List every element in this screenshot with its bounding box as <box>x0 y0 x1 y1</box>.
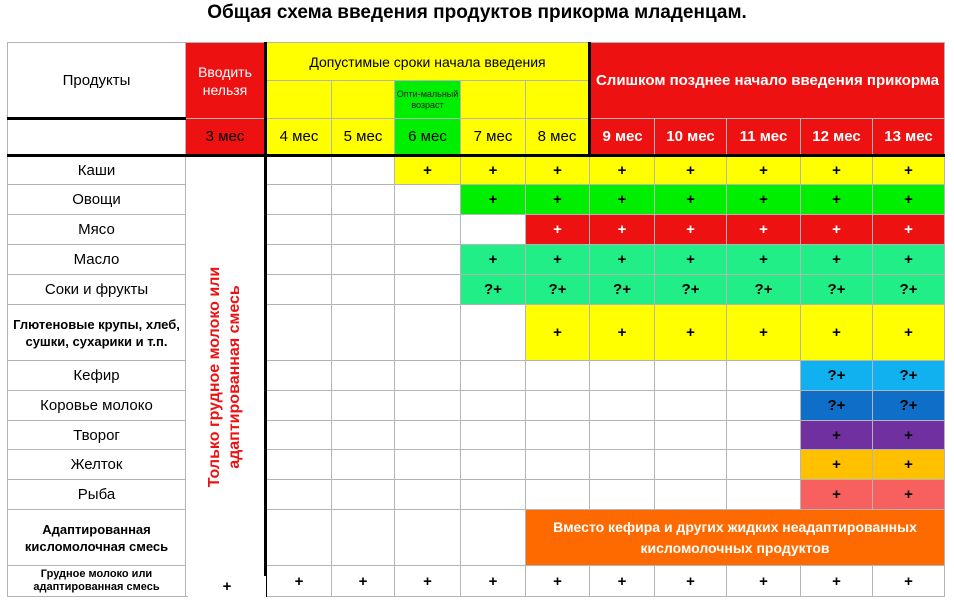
allowed-blank <box>266 81 332 119</box>
cell <box>461 361 526 391</box>
product-gluten: Глютеновые крупы, хлеб, сушки, сухарики и т.п. <box>8 305 186 361</box>
cell: ?+ <box>801 361 873 391</box>
cell: + <box>526 305 590 361</box>
cell <box>590 391 655 421</box>
cell: + <box>655 566 727 597</box>
cell: + <box>873 156 945 185</box>
cell: + <box>655 185 727 215</box>
cell: + <box>727 215 801 245</box>
cell: + <box>873 215 945 245</box>
cell: + <box>801 566 873 597</box>
month-9: 9 мес <box>590 119 655 156</box>
cell <box>332 245 395 275</box>
header-too-late: Слишком позднее начало введения прикорма <box>590 43 945 119</box>
cell: + <box>526 245 590 275</box>
cell: + <box>801 245 873 275</box>
cell <box>332 450 395 480</box>
cell: ?+ <box>655 275 727 305</box>
month-blank <box>8 119 186 156</box>
header-optimal: Опти-мальный возраст <box>395 81 461 119</box>
cell <box>395 361 461 391</box>
cell: + <box>873 305 945 361</box>
cell <box>395 275 461 305</box>
cell: + <box>727 305 801 361</box>
cell: + <box>590 215 655 245</box>
cell <box>266 185 332 215</box>
cell: + <box>590 156 655 185</box>
cell: + <box>801 305 873 361</box>
cell: ?+ <box>873 361 945 391</box>
cell: + <box>727 156 801 185</box>
cell: + <box>590 566 655 597</box>
cell: + <box>590 305 655 361</box>
cell <box>266 510 332 566</box>
cell <box>395 185 461 215</box>
product-kefir: Кефир <box>8 361 186 391</box>
cell <box>395 510 461 566</box>
vertical-note: Только грудное молоко или адаптированная смесь <box>206 266 243 487</box>
cell <box>395 245 461 275</box>
cell <box>266 156 332 185</box>
cell: + <box>526 185 590 215</box>
cell: + <box>461 185 526 215</box>
cell <box>266 361 332 391</box>
cell <box>461 480 526 510</box>
cell <box>395 450 461 480</box>
cell: + <box>655 156 727 185</box>
cell: + <box>801 421 873 450</box>
cell <box>395 391 461 421</box>
cell: + <box>332 566 395 597</box>
adapted-note: Вместо кефира и других жидких неадаптированных кисломолочных продуктов <box>526 510 945 566</box>
cell <box>395 215 461 245</box>
cell: + <box>727 185 801 215</box>
product-porridge: Каши <box>8 156 186 185</box>
cell <box>590 450 655 480</box>
allowed-blank <box>332 81 395 119</box>
cell: + <box>590 245 655 275</box>
product-butter: Масло <box>8 245 186 275</box>
month-6: 6 мес <box>395 119 461 156</box>
cell <box>332 185 395 215</box>
month-8: 8 мес <box>526 119 590 156</box>
cell: + <box>801 215 873 245</box>
cell: + <box>801 156 873 185</box>
product-juices-fruits: Соки и фрукты <box>8 275 186 305</box>
product-adapted-fermented: Адаптированная кисломолочная смесь <box>8 510 186 566</box>
cell <box>655 391 727 421</box>
cell <box>727 361 801 391</box>
cell <box>655 480 727 510</box>
cell <box>266 480 332 510</box>
cell <box>461 305 526 361</box>
cell: + <box>727 245 801 275</box>
month-11: 11 мес <box>727 119 801 156</box>
month-5: 5 мес <box>332 119 395 156</box>
product-yolk: Желток <box>8 450 186 480</box>
cell: ?+ <box>873 275 945 305</box>
cell <box>727 421 801 450</box>
cell <box>461 450 526 480</box>
cell: + <box>655 305 727 361</box>
cell: ?+ <box>801 391 873 421</box>
cell: + <box>801 450 873 480</box>
cell <box>395 480 461 510</box>
cell <box>590 421 655 450</box>
product-breast-milk: Грудное молоко или адаптированная смесь <box>8 566 186 597</box>
product-cow-milk: Коровье молоко <box>8 391 186 421</box>
cell <box>526 480 590 510</box>
cell <box>332 480 395 510</box>
cell <box>461 215 526 245</box>
cell <box>332 510 395 566</box>
cell <box>266 421 332 450</box>
allowed-blank <box>526 81 590 119</box>
header-allowed: Допустимые сроки начала введения <box>266 43 590 81</box>
cell <box>332 215 395 245</box>
cell: ?+ <box>873 391 945 421</box>
cell <box>266 215 332 245</box>
cell: + <box>590 185 655 215</box>
product-fish: Рыба <box>8 480 186 510</box>
vertical-note-cell <box>186 156 266 597</box>
cell: + <box>461 156 526 185</box>
cell: + <box>461 245 526 275</box>
cell: + <box>727 566 801 597</box>
cell <box>727 391 801 421</box>
cell <box>266 245 332 275</box>
cell: + <box>873 421 945 450</box>
month-4: 4 мес <box>266 119 332 156</box>
cell <box>395 421 461 450</box>
cell: ?+ <box>461 275 526 305</box>
cell: + <box>461 566 526 597</box>
cell: + <box>526 215 590 245</box>
cell: ?+ <box>590 275 655 305</box>
cell <box>590 361 655 391</box>
cell: + <box>395 566 461 597</box>
cell <box>526 450 590 480</box>
month-10: 10 мес <box>655 119 727 156</box>
cell: ?+ <box>727 275 801 305</box>
cell <box>461 391 526 421</box>
month-12: 12 мес <box>801 119 873 156</box>
cell <box>266 450 332 480</box>
cell: + <box>801 480 873 510</box>
cell: + <box>526 156 590 185</box>
product-vegetables: Овощи <box>8 185 186 215</box>
cell <box>332 156 395 185</box>
cell <box>332 391 395 421</box>
cell <box>332 361 395 391</box>
cell <box>266 391 332 421</box>
cell: + <box>655 245 727 275</box>
cell: ?+ <box>801 275 873 305</box>
cell <box>655 421 727 450</box>
month-13: 13 мес <box>873 119 945 156</box>
cell: + <box>801 185 873 215</box>
cell: + <box>873 480 945 510</box>
month-3: 3 мес <box>186 119 266 156</box>
cell: + <box>655 215 727 245</box>
cell <box>727 480 801 510</box>
cell <box>526 361 590 391</box>
month-7: 7 мес <box>461 119 526 156</box>
allowed-blank <box>461 81 526 119</box>
cell: + <box>526 566 590 597</box>
breast-milk-3mo-mark: + <box>188 576 266 598</box>
cell <box>332 275 395 305</box>
cell <box>526 391 590 421</box>
cell: + <box>873 450 945 480</box>
cell <box>266 305 332 361</box>
cell <box>461 510 526 566</box>
cell: + <box>873 245 945 275</box>
cell <box>461 421 526 450</box>
product-meat: Мясо <box>8 215 186 245</box>
cell <box>332 421 395 450</box>
cell <box>332 305 395 361</box>
header-forbidden: Вводить нельзя <box>186 43 266 119</box>
cell <box>655 361 727 391</box>
header-products: Продукты <box>8 43 186 119</box>
page-title: Общая схема введения продуктов прикорма младенцам. <box>207 2 747 23</box>
cell: ?+ <box>526 275 590 305</box>
cell <box>590 480 655 510</box>
cell <box>266 275 332 305</box>
cell: + <box>395 156 461 185</box>
feeding-schedule-table <box>7 42 945 597</box>
cell: + <box>266 566 332 597</box>
cell <box>395 305 461 361</box>
cell <box>526 421 590 450</box>
cell <box>727 450 801 480</box>
cell: + <box>873 185 945 215</box>
product-cottage-cheese: Творог <box>8 421 186 450</box>
cell <box>655 450 727 480</box>
cell: + <box>873 566 945 597</box>
